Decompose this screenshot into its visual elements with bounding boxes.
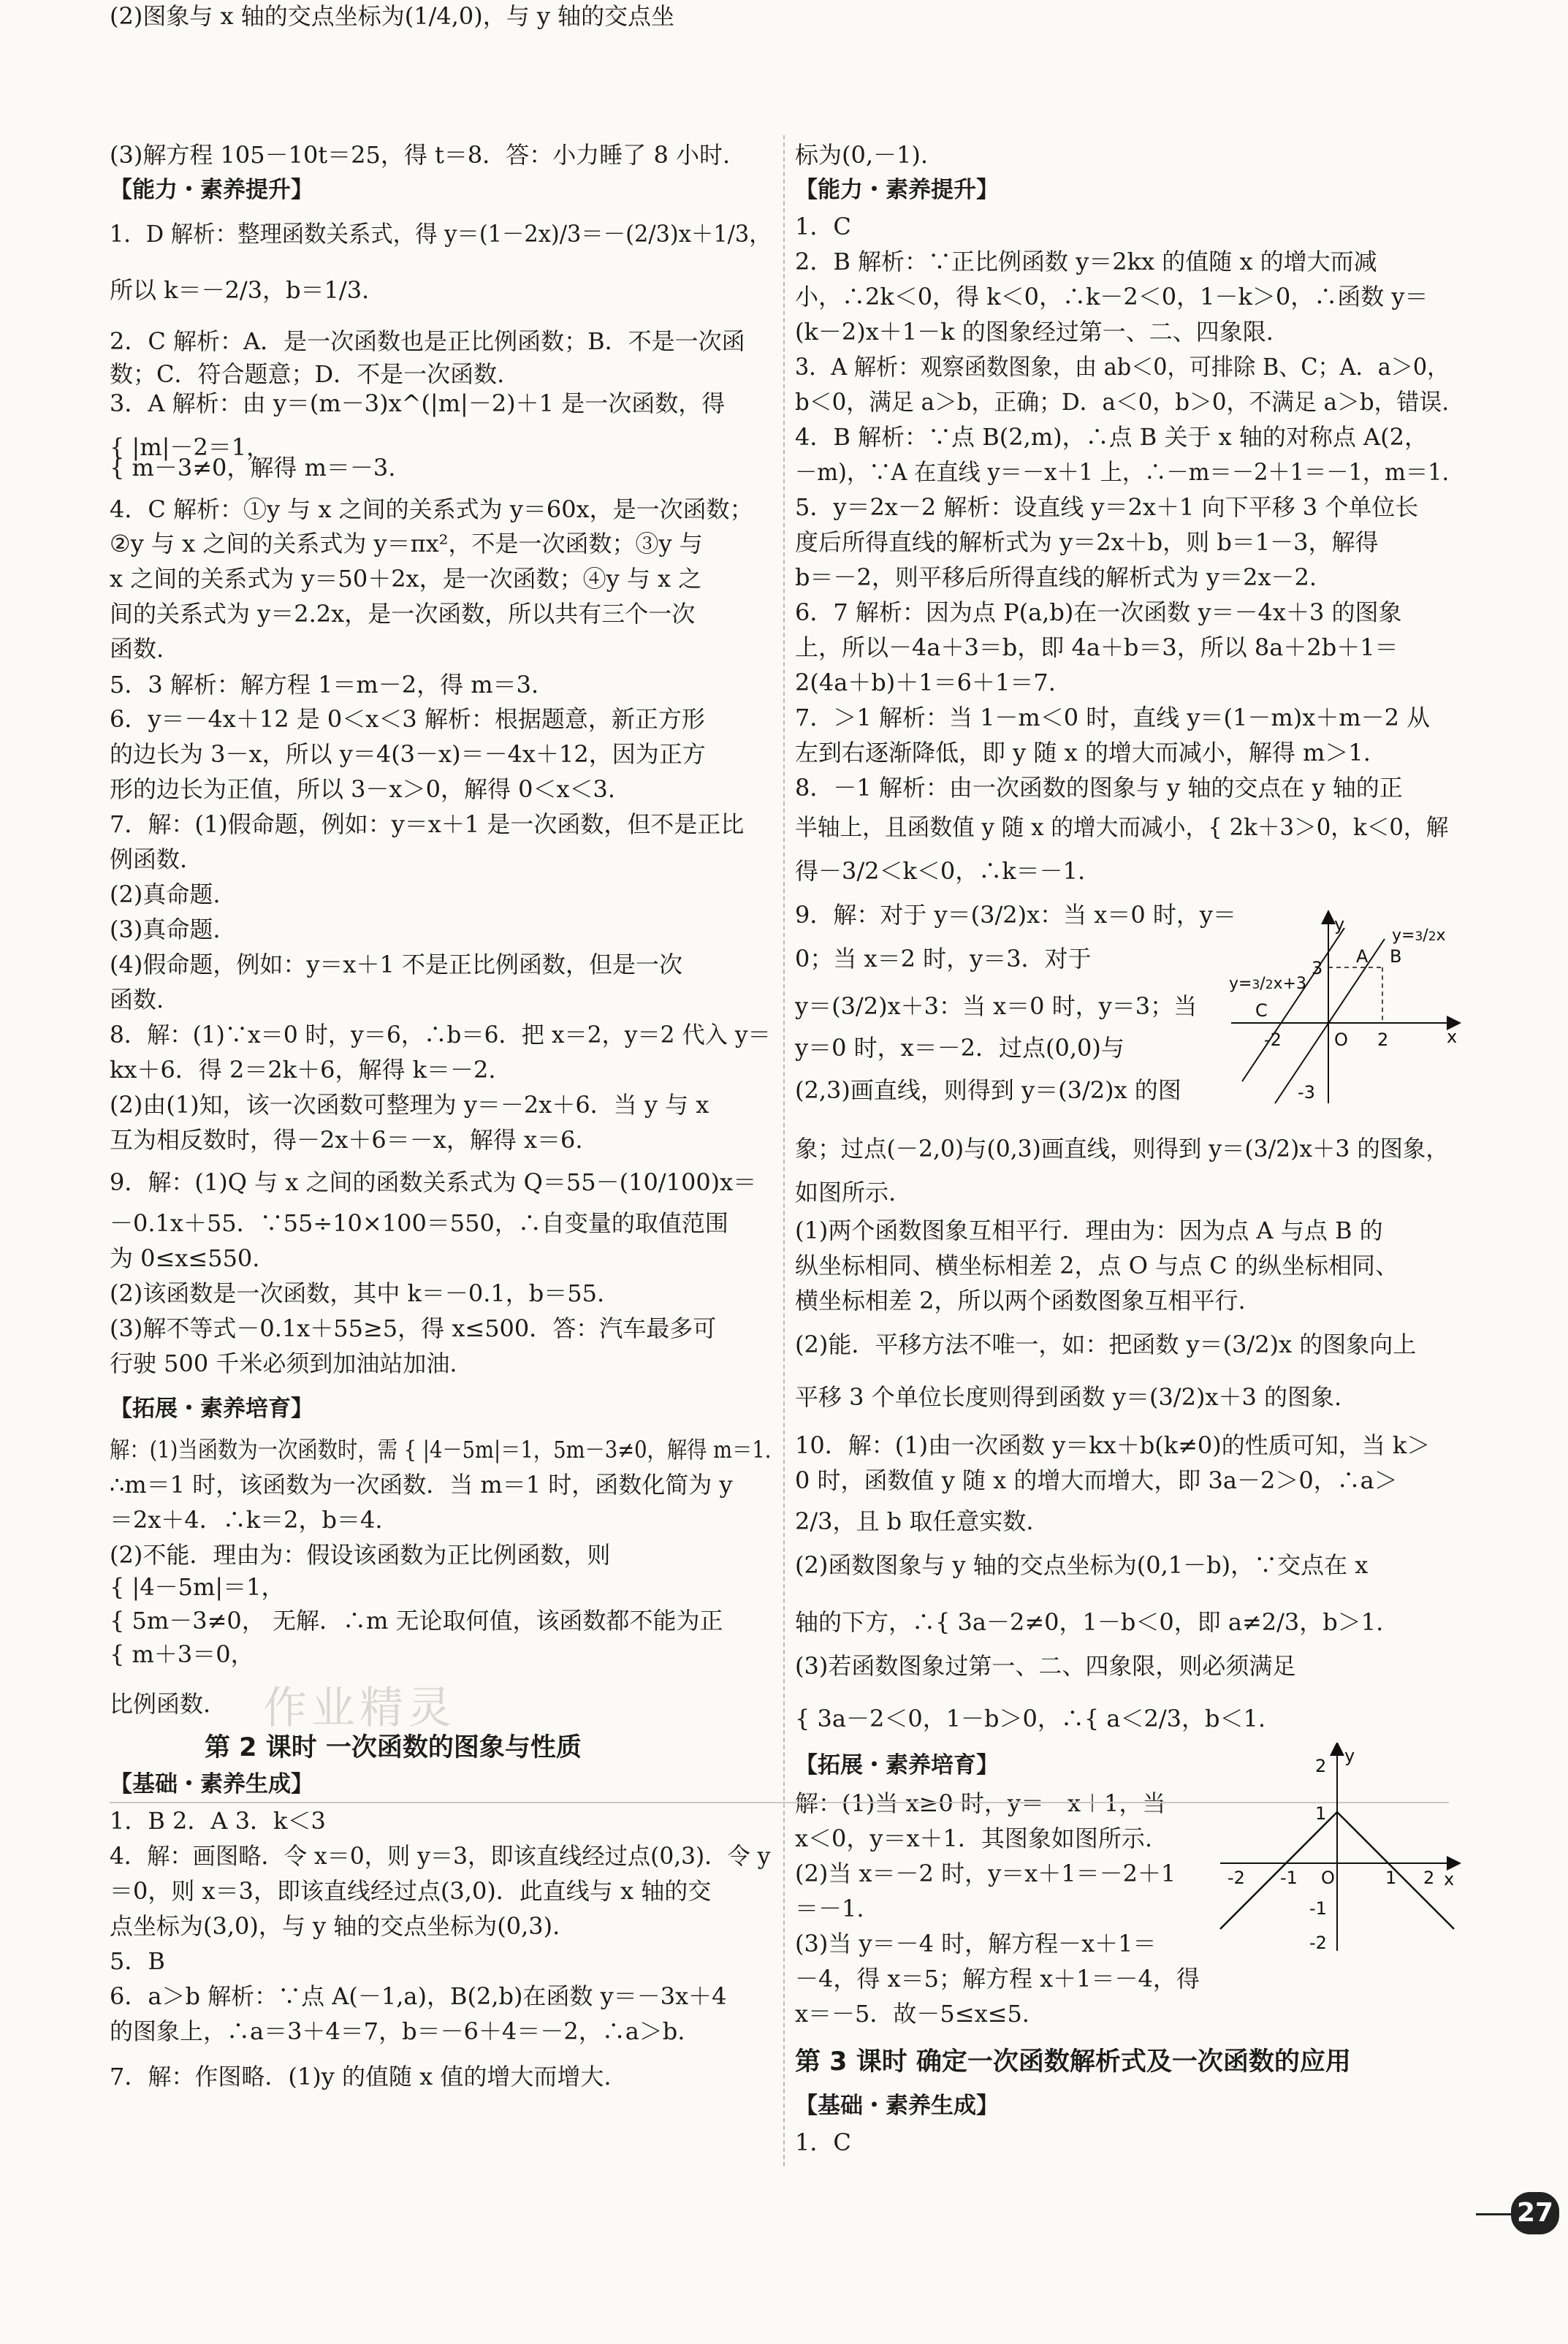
text-line: 8．－1 解析：由一次函数的图象与 y 轴的交点在 y 轴的正 [795,774,1403,802]
section-heading: 【能力・素养提升】 [110,177,313,203]
graph1-point-a: A [1356,946,1369,967]
text-line: (3)真命题. [110,916,221,943]
text-line: b＝－2，则平移后所得直线的解析式为 y＝2x－2. [795,563,1317,591]
text-line: (2)当 x＝－2 时，y＝x＋1＝－2＋1 [795,1860,1176,1887]
graph2-x-tick: -2 [1228,1868,1245,1888]
text-line: { m－3≠0，解得 m＝－3. [110,454,396,482]
text-line: 1．C [795,213,851,240]
graph1-tick-neg2: -2 [1264,1030,1282,1050]
text-line: { 3a－2＜0，1－b＞0，∴{ a＜2/3，b＜1. [795,1705,1266,1732]
text-line: 小，∴2k＜0，得 k＜0，∴k－2＜0，1－k＞0，∴函数 y＝ [795,283,1428,311]
text-line: 2．B 解析：∵正比例函数 y＝2kx 的值随 x 的增大而减 [795,248,1377,275]
text-line: b＜0，满足 a＞b，正确；D．a＜0，b＞0，不满足 a＞b，错误. [795,388,1450,416]
column-divider [783,135,785,2166]
text-line: ∴m＝1 时，该函数为一次函数．当 m＝1 时，函数化简为 y [110,1471,733,1499]
text-line: 为 0≤x≤550. [110,1244,260,1272]
text-line: 2(4a＋b)＋1＝6＋1＝7. [795,669,1056,696]
text-line: 3．A 解析：观察函数图象，由 ab＜0，可排除 B、C；A．a＞0， [795,353,1450,381]
graph2-x-tick: 2 [1423,1868,1435,1888]
graph2-x-tick: -1 [1280,1868,1298,1888]
text-line: －4，得 x＝5；解方程 x＋1＝－4，得 [795,1965,1200,1993]
text-line: (2)该函数是一次函数，其中 k＝－0.1，b＝55. [110,1279,605,1307]
text-line: 4．C 解析：①y 与 x 之间的关系式为 y＝60x，是一次函数； [110,495,753,523]
text-line: 点坐标为(3,0)，与 y 轴的交点坐标为(0,3). [110,1912,560,1940]
text-line: (2)图象与 x 轴的交点坐标为(1/4,0)，与 y 轴的交点坐 [110,2,675,30]
text-line: 7．＞1 解析：当 1－m＜0 时，直线 y＝(1－m)x＋m－2 从 [795,704,1431,731]
text-line: 解：(1)当 x≥0 时，y＝－x＋1，当 [795,1789,1166,1817]
text-line: 3．A 解析：由 y＝(m－3)x^(|m|－2)＋1 是一次函数，得 [110,389,726,417]
text-line: 纵坐标相同、横坐标相差 2，点 O 与点 C 的纵坐标相同、 [795,1252,1398,1279]
section-heading: 【基础・素养生成】 [795,2093,999,2119]
text-line: (3)若函数图象过第一、二、四象限，则必须满足 [795,1652,1296,1680]
graph2-x-label: x [1444,1869,1455,1890]
text-line: 平移 3 个单位长度则得到函数 y＝(3/2)x＋3 的图象. [795,1383,1342,1411]
section-heading: 【基础・素养生成】 [110,1771,313,1797]
graph1-origin: O [1334,1030,1348,1050]
text-line: 4．解：画图略．令 x＝0，则 y＝3，即该直线经过点(0,3)．令 y [110,1842,771,1870]
text-line: 5．y＝2x－2 解析：设直线 y＝2x＋1 向下平移 3 个单位长 [795,493,1419,521]
text-line: (3)当 y＝－4 时，解方程－x＋1＝ [795,1930,1157,1957]
text-line: x 之间的关系式为 y＝50＋2x，是一次函数；④y 与 x 之 [110,565,702,593]
text-line: ＝2x＋4．∴k＝2，b＝4. [110,1506,383,1534]
text-line: 所以 k＝－2/3，b＝1/3. [110,276,370,304]
text-line: (2)能．平移方法不唯一，如：把函数 y＝(3/2)x 的图象向上 [795,1331,1417,1358]
graph2-y-tick: 1 [1315,1803,1327,1824]
text-line: ＝0，则 x＝3，即该直线经过点(3,0)．此直线与 x 轴的交 [110,1877,712,1905]
text-line: y＝(3/2)x＋3：当 x＝0 时，y＝3；当 [795,992,1198,1020]
graph2-y-tick: -1 [1309,1898,1327,1919]
text-line: (2)真命题. [110,880,221,908]
page-number: 27 [1511,2192,1559,2234]
text-line: ②y 与 x 之间的关系式为 y＝πx²，不是一次函数；③y 与 [110,530,703,558]
text-line: 8．解：(1)∵x＝0 时，y＝6，∴b＝6．把 x＝2，y＝2 代入 y＝ [110,1021,771,1049]
text-line: x＝－5．故－5≤x≤5. [795,2000,1030,2028]
text-line: (1)两个函数图象互相平行．理由为：因为点 A 与点 B 的 [795,1217,1383,1244]
text-line: ＝－1. [795,1895,864,1922]
text-line: 7．解：(1)假命题，例如：y＝x＋1 是一次函数，但不是正比 [110,810,745,838]
text-line: 行驶 500 千米必须到加油站加油. [110,1350,457,1377]
graph1-point-c: C [1255,1000,1268,1021]
text-line: 函数. [110,635,164,663]
graph2-y-label: y [1344,1746,1355,1766]
line-3-2-x [1275,939,1385,1103]
text-line: x＜0，y＝x＋1．其图象如图所示. [795,1824,1153,1852]
graph1-x-label: x [1447,1027,1458,1047]
graph2-x-tick: 1 [1385,1868,1397,1888]
text-line: 例函数. [110,845,188,873]
text-line: 上，所以－4a＋3＝b，即 4a＋b＝3，所以 8a＋2b＋1＝ [795,633,1398,661]
text-line: 象；过点(－2,0)与(0,3)画直线，则得到 y＝(3/2)x＋3 的图象， [795,1135,1449,1163]
graph-problem-9 [1228,910,1469,1107]
text-line: 间的关系式为 y＝2.2x，是一次函数，所以共有三个一次 [110,600,696,628]
text-line: 4．B 解析：∵点 B(2,m)，∴点 B 关于 x 轴的对称点 A(2， [795,423,1428,451]
graph1-tick-neg3: -3 [1298,1082,1315,1103]
text-line: (2,3)画直线，则得到 y＝(3/2)x 的图 [795,1076,1181,1104]
text-line: 互为相反数时，得－2x＋6＝－x，解得 x＝6. [110,1126,583,1154]
text-line: 10．解：(1)由一次函数 y＝kx＋b(k≠0)的性质可知，当 k＞ [795,1431,1431,1459]
text-line: 比例函数. [110,1690,211,1718]
text-line: 6．7 解析：因为点 P(a,b)在一次函数 y＝－4x＋3 的图象 [795,598,1402,626]
text-line: (3)解不等式－0.1x＋55≥5，得 x≤500．答：汽车最多可 [110,1314,717,1342]
lesson-title: 第 3 课时 确定一次函数解析式及一次函数的应用 [795,2047,1351,2077]
graph1-tick-2: 2 [1377,1030,1389,1050]
text-line: 6．y＝－4x＋12 是 0＜x＜3 解析：根据题意，新正方形 [110,705,705,733]
text-line: 度后所得直线的解析式为 y＝2x＋b，则 b＝1－3，解得 [795,528,1379,556]
text-line: { m＋3＝0， [110,1640,254,1668]
text-line: 0；当 x＝2 时，y＝3．对于 [795,945,1092,973]
text-line: { |m|－2＝1， [110,433,270,461]
text-line: 得－3/2＜k＜0，∴k＝－1. [795,857,1086,885]
page-number-rule [1476,2213,1511,2215]
text-line: 形的边长为正值，所以 3－x＞0，解得 0＜x＜3. [110,775,616,803]
graph1-point-b: B [1390,946,1402,967]
text-line: 如图所示. [795,1179,897,1206]
text-line: 2/3，且 b 取任意实数. [795,1507,1034,1535]
graph-extension [1213,1743,1461,1955]
text-line: 1．D 解析：整理函数关系式，得 y＝(1－2x)/3＝－(2/3)x＋1/3， [110,220,772,248]
text-line: 6．a＞b 解析：∵点 A(－1,a)，B(2,b)在函数 y＝－3x＋4 [110,1982,727,2010]
text-line: 1．C [795,2128,851,2156]
text-line: 9．解：对于 y＝(3/2)x：当 x＝0 时，y＝ [795,901,1236,929]
graph1-line-label-2: y=3/2x+3 [1229,975,1306,993]
text-line: －m)，∵A 在直线 y＝－x＋1 上，∴－m＝－2＋1＝－1，m＝1. [795,458,1450,486]
text-line: 2．C 解析：A．是一次函数也是正比例函数；B．不是一次函 [110,327,745,355]
text-line: y＝0 时，x＝－2．过点(0,0)与 [795,1034,1124,1062]
text-line: 的图象上，∴a＝3＋4＝7，b＝－6＋4＝－2，∴a＞b. [110,2017,685,2045]
text-line: 5．B [110,1947,165,1975]
graph1-y-label: y [1334,914,1345,935]
graph1-line-label-1: y=3/2x [1392,926,1446,945]
text-line: (3)解方程 105－10t＝25，得 t＝8．答：小力睡了 8 小时. [110,141,731,169]
text-line: 横坐标相差 2，所以两个函数图象互相平行. [795,1287,1246,1314]
text-line: (2)由(1)知，该一次函数可整理为 y＝－2x＋6．当 y 与 x [110,1091,709,1119]
text-line: －0.1x＋55．∵55÷10×100＝550，∴自变量的取值范围 [110,1209,728,1237]
graph2-y-tick: -2 [1309,1933,1327,1953]
lesson-title: 第 2 课时 一次函数的图象与性质 [205,1733,582,1762]
text-line: 半轴上，且函数值 y 随 x 的增大而减小，{ 2k＋3＞0，k＜0，解 [795,813,1449,841]
text-line: 的边长为 3－x，所以 y＝4(3－x)＝－4x＋12，因为正方 [110,740,706,768]
text-line: 数；C．符合题意；D．不是一次函数. [110,360,505,388]
watermark: 作业精灵 [263,1683,456,1734]
graph1-tick-3: 3 [1312,958,1323,978]
section-heading: 【能力・素养提升】 [795,177,999,203]
text-line: 0 时，函数值 y 随 x 的增大而增大，即 3a－2＞0，∴a＞ [795,1466,1398,1494]
graph2-origin: O [1321,1868,1335,1888]
text-line: (k－2)x＋1－k 的图象经过第一、二、四象限. [795,318,1274,346]
section-heading: 【拓展・素养培育】 [795,1752,999,1778]
text-line: 5．3 解析：解方程 1＝m－2，得 m＝3. [110,671,539,699]
text-line: 解：(1)当函数为一次函数时，需 { |4－5m|＝1，5m－3≠0，解得 m＝1. [110,1436,772,1464]
text-line: kx＋6．得 2＝2k＋6，解得 k＝－2. [110,1056,496,1084]
text-line: (2)函数图象与 y 轴的交点坐标为(0,1－b)，∵交点在 x [795,1551,1369,1579]
text-line: 左到右逐渐降低，即 y 随 x 的增大而减小，解得 m＞1. [795,739,1371,766]
text-line: 标为(0,－1). [795,141,929,169]
text-line: 1．B 2．A 3．k＜3 [110,1807,326,1835]
text-line: { |4－5m|＝1， [110,1573,285,1601]
section-heading: 【拓展・素养培育】 [110,1396,313,1422]
text-line: 轴的下方，∴{ 3a－2≠0，1－b＜0，即 a≠2/3，b＞1. [795,1608,1384,1636]
text-line: 7．解：作图略．(1)y 的值随 x 值的增大而增大. [110,2063,612,2090]
graph2-y-tick: 2 [1315,1756,1327,1776]
text-line: (2)不能．理由为：假设该函数为正比例函数，则 [110,1541,611,1569]
text-line: (4)假命题，例如：y＝x＋1 不是正比例函数，但是一次 [110,951,682,978]
text-line: 函数. [110,986,164,1013]
text-line: 9．解：(1)Q 与 x 之间的函数关系式为 Q＝55－(10/100)x＝ [110,1168,757,1196]
text-line: { 5m－3≠0， 无解．∴m 无论取何值，该函数都不能为正 [110,1607,723,1635]
